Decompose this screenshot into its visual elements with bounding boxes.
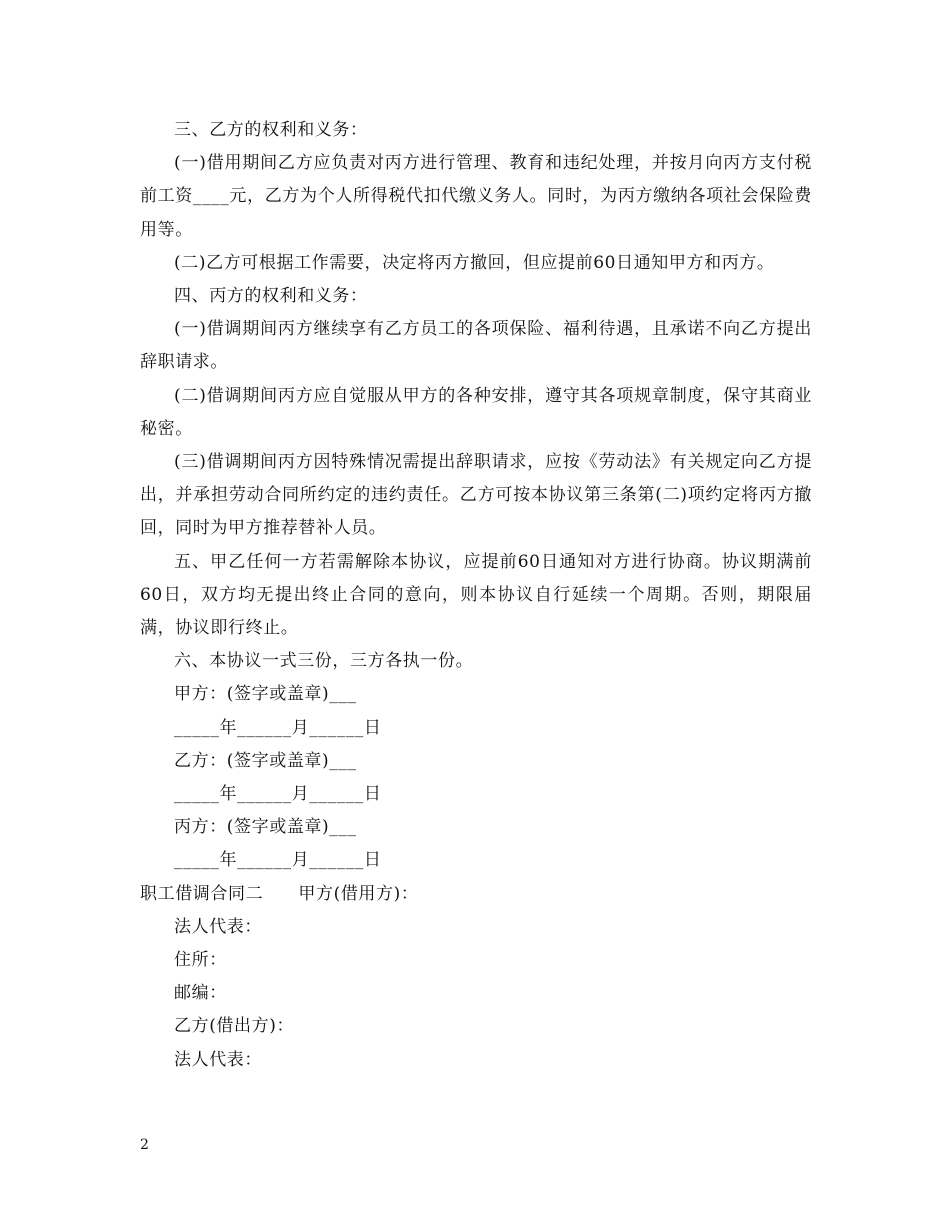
date-line-party-b: _____年______月______日 bbox=[174, 784, 382, 805]
signature-party-c: 丙方：(签字或盖章)___ bbox=[174, 817, 357, 838]
contract-two-heading: 职工借调合同二 甲方(借用方)： bbox=[140, 883, 419, 904]
signature-party-a: 甲方：(签字或盖章)___ bbox=[174, 684, 357, 705]
date-line-party-c: _____年______月______日 bbox=[174, 850, 382, 871]
paragraph-section-4-item-1: (一)借调期间丙方继续享有乙方员工的各项保险、福利待遇，且承诺不向乙方提出辞职请求。 bbox=[140, 319, 812, 373]
paragraph-section-3-heading: 三、乙方的权利和义务： bbox=[174, 120, 368, 140]
field-postcode-a: 邮编： bbox=[174, 983, 227, 1004]
paragraph-section-4-heading: 四、丙方的权利和义务： bbox=[174, 286, 368, 307]
paragraph-section-3-item-1: (一)借用期间乙方应负责对丙方进行管理、教育和违纪处理，并按月向丙方支付税前工资____元，乙方为个人所得税代扣代缴义务人。同时，为丙方缴纳各项社会保险费用等。 bbox=[140, 153, 812, 240]
field-party-b-lender: 乙方(借出方)： bbox=[174, 1016, 295, 1037]
paragraph-section-5: 五、甲乙任何一方若需解除本协议，应提前60日通知对方进行协商。协议期满前60日，双方均无提出终止合同的意向，则本协议自行延续一个周期。否则，期限届满，协议即行终止。 bbox=[140, 551, 812, 639]
field-legal-representative-a: 法人代表： bbox=[174, 916, 262, 937]
paragraph-section-6: 六、本协议一式三份，三方各执一份。 bbox=[174, 651, 474, 672]
field-address-a: 住所： bbox=[174, 950, 227, 971]
paragraph-section-3-item-2: (二)乙方可根据工作需要，决定将丙方撤回，但应提前60日通知甲方和丙方。 bbox=[174, 252, 775, 273]
field-legal-representative-b: 法人代表： bbox=[174, 1049, 262, 1070]
page-number: 2 bbox=[140, 1137, 149, 1153]
signature-party-b: 乙方：(签字或盖章)___ bbox=[174, 750, 357, 771]
document-body bbox=[140, 114, 812, 1077]
date-line-party-a: _____年______月______日 bbox=[174, 717, 382, 738]
paragraph-section-4-item-3: (三)借调期间丙方因特殊情况需提出辞职请求，应按《劳动法》有关规定向乙方提出，并承担劳动合同所约定的违约责任。乙方可按本协议第三条第(二)项约定将丙方撤回，同时为甲方推荐替补人员。 bbox=[140, 452, 812, 539]
paragraph-section-4-item-2: (二)借调期间丙方应自觉服从甲方的各种安排，遵守其各项规章制度，保守其商业秘密。 bbox=[140, 385, 812, 439]
